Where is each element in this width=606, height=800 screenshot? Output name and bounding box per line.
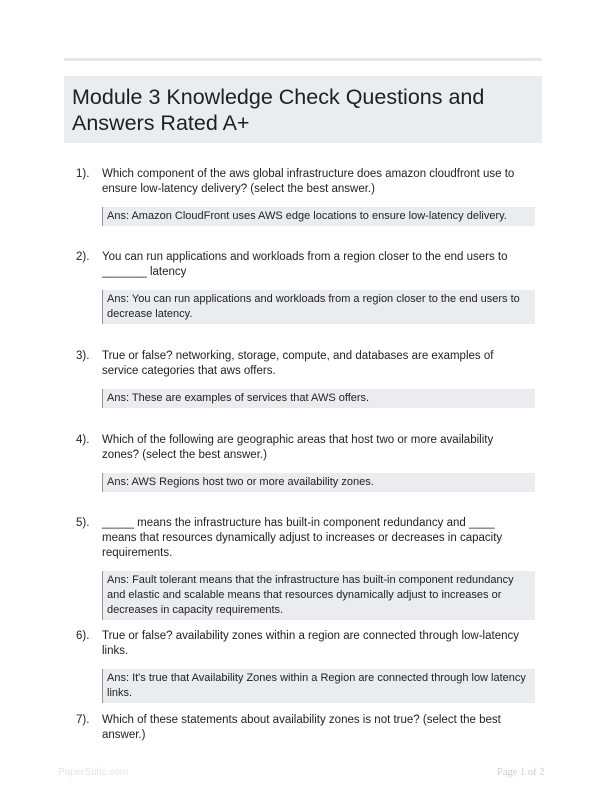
question-item-3 <box>64 349 542 408</box>
question-number: 5). <box>76 517 90 529</box>
title-banner <box>64 76 542 143</box>
question-item-2 <box>64 250 542 324</box>
question-text: Which of the following are geographic areas that host two or more availability zones? (select the best answer.) <box>102 434 494 461</box>
answer-box: Ans: AWS Regions host two or more availability zones. <box>102 473 535 492</box>
answer-box: Ans: These are examples of services that AWS offers. <box>102 389 535 408</box>
question-number: 2). <box>76 251 90 263</box>
question-text: Which component of the aws global infrastructure does amazon cloudfront use to ensure low-latency delivery? (select the best answer.) <box>102 168 515 195</box>
question-text: _____ means the infrastructure has built-in component redundancy and ____ means that resources dynamically adjust to increases or decreases in capacity requirements. <box>102 517 503 559</box>
question-number: 7). <box>76 714 90 726</box>
question-item-6 <box>64 629 542 703</box>
page-number: Page 1 of 2 <box>497 767 545 778</box>
question-item-4 <box>64 433 542 492</box>
top-divider <box>64 58 542 61</box>
answer-box: Ans: You can run applications and workloads from a region closer to the end users to decrease latency. <box>102 290 535 324</box>
question-text: True or false? networking, storage, compute, and databases are examples of service categories that aws offers. <box>102 350 494 377</box>
question-item-1 <box>64 167 542 226</box>
question-text: You can run applications and workloads from a region closer to the end users to _______ latency <box>102 251 508 278</box>
question-number: 4). <box>76 434 90 446</box>
answer-box: Ans: Fault tolerant means that the infrastructure has built-in component redundancy and elastic and scalable means that resources dynamically adjust to increases or decreases in capacity requirements. <box>102 571 535 620</box>
question-item-7 <box>64 713 542 743</box>
question-number: 3). <box>76 350 90 362</box>
question-text: True or false? availability zones within a region are connected through low-latency links. <box>102 630 519 657</box>
question-number: 6). <box>76 630 90 642</box>
document-title: Module 3 Knowledge Check Questions and Answers Rated A+ <box>72 85 485 135</box>
question-number: 1). <box>76 168 90 180</box>
question-text: Which of these statements about availability zones is not true? (select the best answer.) <box>102 714 501 741</box>
footer-watermark: PaperStitic.com <box>58 767 129 778</box>
question-item-5 <box>64 516 542 620</box>
answer-box: Ans: Amazon CloudFront uses AWS edge locations to ensure low-latency delivery. <box>102 207 535 226</box>
answer-box: Ans: It's true that Availability Zones within a Region are connected through low latency links. <box>102 669 535 703</box>
